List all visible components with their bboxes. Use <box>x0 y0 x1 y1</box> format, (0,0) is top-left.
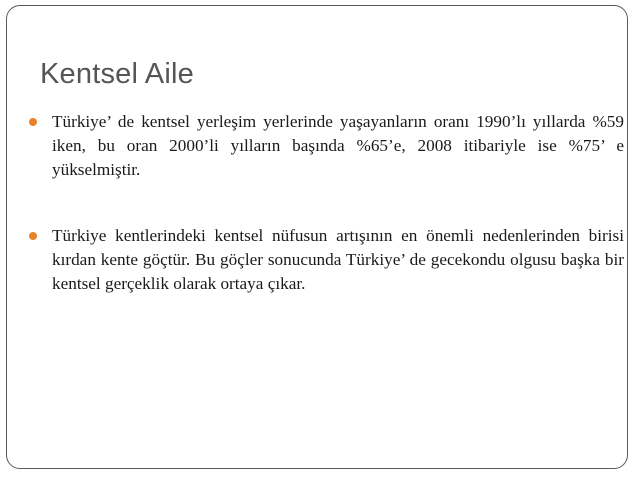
bullet-list <box>24 110 624 338</box>
bullet-item <box>24 110 624 182</box>
bullet-text: Türkiye kentlerindeki kentsel nüfusun artışının en önemli nedenlerinden birisi kırdan kente göçtür. Bu göçler sonucunda Türkiye’ de gecekondu olgusu başka bir kentsel gerçeklik olarak ortaya çıkar. <box>52 226 624 293</box>
slide-frame <box>6 5 628 469</box>
slide-title: Kentsel Aile <box>40 58 194 90</box>
bullet-dot-icon <box>29 232 37 240</box>
bullet-text: Türkiye’ de kentsel yerleşim yerlerinde yaşayanların oranı 1990’lı yıllarda %59 iken, bu oran 2000’li yılların başında %65’e, 2008 itibariyle ise %75’ e yükselmiştir. <box>52 112 624 179</box>
bullet-dot-icon <box>29 118 37 126</box>
bullet-item <box>24 224 624 296</box>
